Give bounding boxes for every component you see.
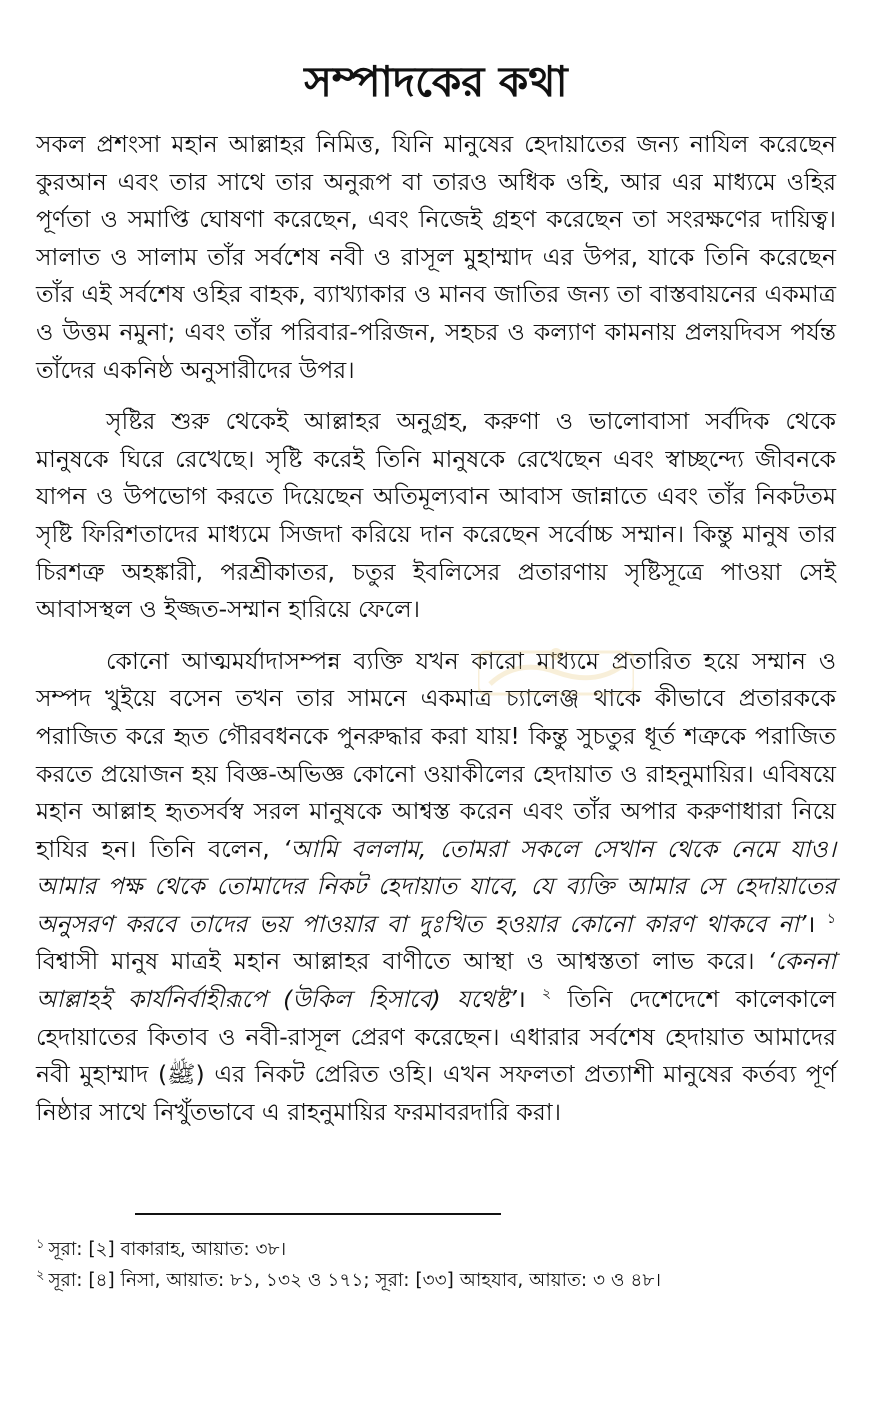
- quran-quote-1: ‘আমি বললাম, তোমরা সকলে সেখান থেকে নেমে যাও। আমার পক্ষ থেকে তোমাদের নিকট হেদায়াত যাবে, যে ব্যক্তি আমার সে হেদায়াতের অনুসরণ করবে তাদের ভয় পাওয়ার বা দুঃখিত হওয়ার কোনো কারণ থাকবে না’: [36, 834, 837, 938]
- paragraph-3-text-1: কোনো আত্মমর্যাদাসম্পন্ন ব্যক্তি যখন কারো মাধ্যমে প্রতারিত হয়ে সম্মান ও সম্পদ খুইয়ে বসেন তখন তার সামনে একমাত্র চ্যালেঞ্জ থাকে কীভাবে প্রতারককে পরাজিত করে হৃত গৌরবধনকে পুনরুদ্ধার করা যায়! কিন্তু সুচতুর ধূর্ত শত্রুকে পরাজিত করতে প্রয়োজন হয় বিজ্ঞ-অভিজ্ঞ কোনো ওয়াকীলের হেদায়াত ও রাহনুমায়ির। এবিষয়ে মহান আল্লাহ হৃতসর্বস্ব সরল মানুষকে আশ্বস্ত করেন এবং তাঁর অপার করুণাধারা নিয়ে হাযির হন। তিনি বলেন,: [36, 646, 836, 863]
- quran-quote-2: ‘কেননা আল্লাহই কার্যনির্বাহীরূপে (উকিল হিসাবে) যথেষ্ট’: [36, 947, 836, 1014]
- footnote-2: [36, 1265, 836, 1296]
- paragraph-3: [36, 643, 836, 1132]
- footnote-1-text: সূরা: [২] বাকারাহ, আয়াত: ৩৮।: [48, 1239, 287, 1260]
- footnote-divider: [135, 1213, 501, 1215]
- paragraph-3-text-2: বিশ্বাসী মানুষ মাত্রই মহান আল্লাহর বাণীতে আস্থা ও আশ্বস্ততা লাভ করে।: [36, 947, 768, 976]
- footnote-ref-2[interactable]: ২: [542, 986, 552, 1003]
- paragraph-3-text-3: তিনি দেশেদেশে কালেকালে হেদায়াতের কিতাব ও নবী-রাসূল প্রেরণ করেছেন। এধারার সর্বশেষ হেদায়াত আমাদের নবী মুহাম্মাদ (ﷺ) এর নিকট প্রেরিত ওহি। এখন সফলতা প্রত্যাশী মানুষের কর্তব্য পূর্ণ নিষ্ঠার সাথে নিখুঁতভাবে এ রাহনুমায়ির ফরমাবরদারি করা।: [36, 985, 837, 1126]
- footnotes: [36, 1234, 836, 1296]
- footnote-2-text: সূরা: [৪] নিসা, আয়াত: ৮১, ১৩২ ও ১৭১; সূরা: [৩৩] আহযাব, আয়াত: ৩ ও ৪৮।: [48, 1270, 662, 1291]
- quote-1-period: ।: [806, 909, 827, 938]
- page-title: সম্পাদকের কথা: [304, 57, 568, 106]
- footnote-1-marker: ১: [36, 1236, 45, 1252]
- footnote-1: [36, 1234, 836, 1265]
- paragraph-1: সকল প্রশংসা মহান আল্লাহর নিমিত্ত, যিনি মানুষের হেদায়াতের জন্য নাযিল করেছেন কুরআন এবং তার সাথে তার অনুরূপ বা তারও অধিক ওহি, আর এর মাধ্যমে ওহির পূর্ণতা ও সমাপ্তি ঘোষণা করেছেন, এবং নিজেই গ্রহণ করেছেন তা সংরক্ষণের দায়িত্ব। সালাত ও সালাম তাঁর সর্বশেষ নবী ও রাসূল মুহাম্মাদ এর উপর, যাকে তিনি করেছেন তাঁর এই সর্বশেষ ওহির বাহক, ব্যাখ্যাকার ও মানব জাতির জন্য তা বাস্তবায়নের একমাত্র ও উত্তম নমুনা; এবং তাঁর পরিবার-পরিজন, সহচর ও কল্যাণ কামনায় প্রলয়দিবস পর্যন্ত তাঁদের একনিষ্ঠ অনুসারীদের উপর।: [36, 130, 836, 384]
- footnote-2-marker: ২: [36, 1267, 45, 1283]
- quote-2-period: ।: [516, 985, 543, 1014]
- footnote-ref-1[interactable]: ১: [826, 911, 836, 928]
- paragraph-2: সৃষ্টির শুরু থেকেই আল্লাহর অনুগ্রহ, করুণা ও ভালোবাসা সর্বদিক থেকে মানুষকে ঘিরে রেখেছে। সৃষ্টি করেই তিনি মানুষকে রেখেছেন এবং স্বাচ্ছন্দ্যে জীবনকে যাপন ও উপভোগ করতে দিয়েছেন অতিমূল্যবান আবাস জান্নাতে এবং তাঁর নিকটতম সৃষ্টি ফিরিশতাদের মাধ্যমে সিজদা করিয়ে দান করেছেন সর্বোচ্চ সম্মান। কিন্তু মানুষ তার চিরশত্রু অহঙ্কারী, পরশ্রীকাতর, চতুর ইবলিসের প্রতারণায় সৃষ্টিসূত্রে পাওয়া সেই আবাসস্থল ও ইজ্জত-সম্মান হারিয়ে ফেলে।: [36, 407, 836, 624]
- document-page: [36, 52, 836, 1131]
